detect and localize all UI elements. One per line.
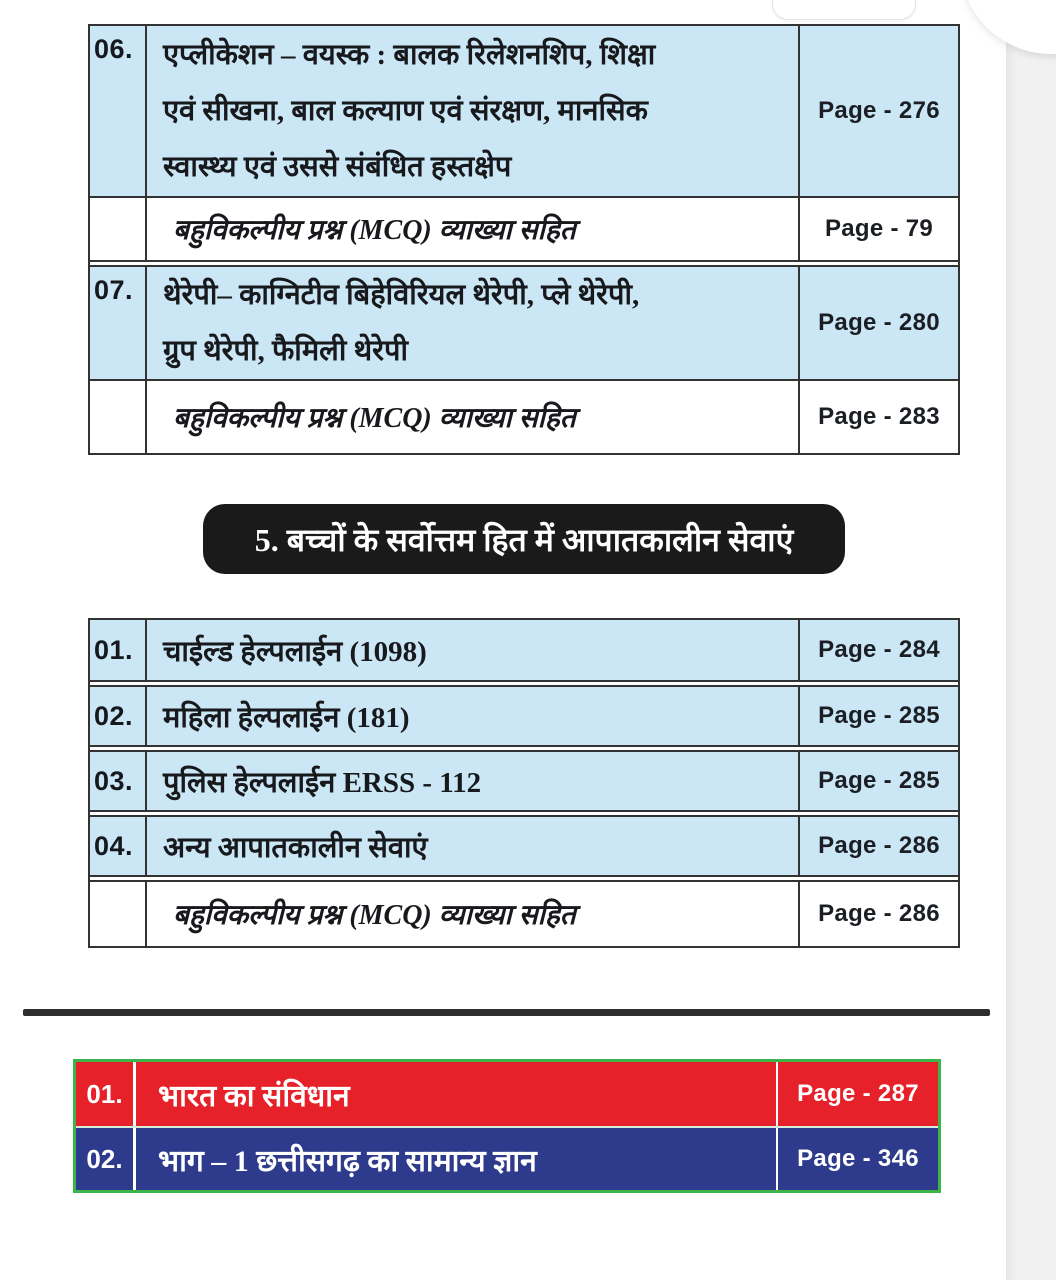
serial-cell: 03. xyxy=(90,752,147,810)
serial-cell: 07. xyxy=(90,267,147,379)
page-cell: Page - 286 xyxy=(818,832,940,859)
serial-cell xyxy=(90,381,147,453)
toc-table-psychology xyxy=(88,24,960,455)
table-row xyxy=(90,815,958,877)
divider-rule xyxy=(23,1009,990,1016)
title-line: थेरेपी– काग्निटीव बिहेविरियल थेरेपी, प्ले थेरेपी, xyxy=(163,279,640,311)
title-cell xyxy=(147,752,800,810)
serial-cell xyxy=(90,198,147,260)
table-row xyxy=(90,620,958,682)
serial-cell: 06. xyxy=(90,26,147,196)
page-cell: Page - 284 xyxy=(818,636,940,663)
title-line: चाईल्ड हेल्पलाईन (1098) xyxy=(163,635,427,668)
page-cell: Page - 283 xyxy=(818,403,940,430)
title-cell xyxy=(147,267,800,379)
title-line: अन्य आपातकालीन सेवाएं xyxy=(163,831,428,864)
title-line: बहुविकल्पीय प्रश्न (MCQ) व्याख्या सहित xyxy=(173,900,576,931)
title-cell xyxy=(147,381,800,453)
page-cell: Page - 346 xyxy=(797,1145,919,1172)
title-cell: भाग – 1 छत्तीसगढ़ का सामान्य ज्ञान xyxy=(136,1128,778,1190)
toc-table-emergency xyxy=(88,618,960,948)
table-row xyxy=(90,750,958,812)
page-cell: Page - 286 xyxy=(818,900,940,927)
table-row-mcq xyxy=(90,381,958,453)
serial-cell: 04. xyxy=(90,817,147,875)
title-line: ग्रुप थेरेपी, फैमिली थेरेपी xyxy=(163,335,408,367)
section-banner: 5. बच्चों के सर्वोत्तम हित में आपातकालीन सेवाएं xyxy=(203,504,845,574)
table-row-mcq xyxy=(90,198,958,262)
page-edge-strip xyxy=(1006,0,1056,1280)
serial-cell xyxy=(90,882,147,946)
serial-cell: 02. xyxy=(90,687,147,745)
table-row xyxy=(90,265,958,381)
page-cell: Page - 276 xyxy=(818,97,940,124)
table-row xyxy=(76,1062,938,1126)
title-cell xyxy=(147,817,800,875)
title-line: बहुविकल्पीय प्रश्न (MCQ) व्याख्या सहित xyxy=(173,403,576,434)
title-cell xyxy=(147,620,800,680)
title-cell xyxy=(147,198,800,260)
title-line: बहुविकल्पीय प्रश्न (MCQ) व्याख्या सहित xyxy=(173,215,576,246)
serial-cell: 01. xyxy=(76,1062,136,1126)
page-cell: Page - 285 xyxy=(818,767,940,794)
title-cell xyxy=(147,687,800,745)
page-cell: Page - 79 xyxy=(824,215,934,242)
serial-cell: 01. xyxy=(90,620,147,680)
title-cell: भारत का संविधान xyxy=(136,1062,778,1126)
table-row xyxy=(90,685,958,747)
serial-cell: 02. xyxy=(76,1128,136,1190)
table-row xyxy=(90,26,958,198)
title-line: पुलिस हेल्पलाईन ERSS - 112 xyxy=(163,766,482,799)
page-cell: Page - 287 xyxy=(797,1080,919,1107)
appendix-table xyxy=(73,1059,941,1193)
page-cell: Page - 285 xyxy=(818,702,940,729)
title-line: एवं सीखना, बाल कल्याण एवं संरक्षण, मानसिक xyxy=(163,95,648,127)
table-row xyxy=(76,1126,938,1190)
title-cell xyxy=(147,26,800,196)
title-cell xyxy=(147,882,800,946)
top-toolbar-tab[interactable] xyxy=(772,0,916,20)
page-cell: Page - 280 xyxy=(818,309,940,336)
title-line: महिला हेल्पलाईन (181) xyxy=(163,701,410,734)
table-row-mcq xyxy=(90,880,958,946)
title-line: एप्लीकेशन – वयस्क : बालक रिलेशनशिप, शिक्षा xyxy=(163,39,656,71)
title-line: स्वास्थ्य एवं उससे संबंधित हस्तक्षेप xyxy=(163,151,512,183)
